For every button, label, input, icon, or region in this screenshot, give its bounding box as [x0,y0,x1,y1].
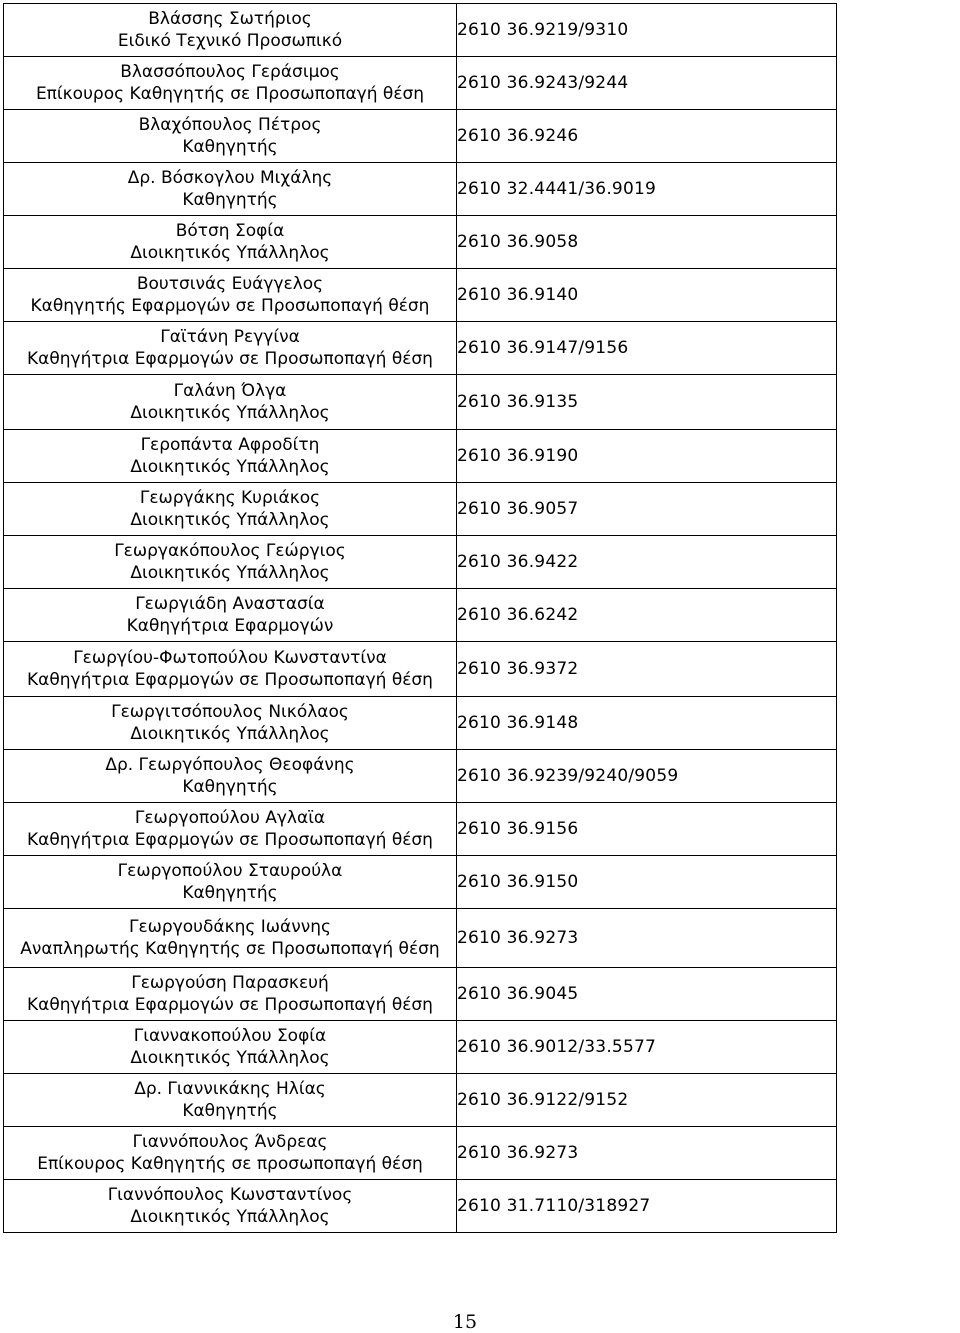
directory-body [4,4,837,1233]
staff-role: Καθηγήτρια Εφαρμογών [126,616,334,636]
staff-name: Δρ. Γεωργόπουλος Θεοφάνης [105,755,355,775]
staff-role: Διοικητικός Υπάλληλος [130,563,330,583]
name-cell [4,909,457,968]
phone-number: 2610 36.9219/9310 [457,4,837,57]
staff-role: Καθηγητής [182,1101,278,1121]
phone-number: 2610 36.9147/9156 [457,322,837,375]
name-cell [4,1074,457,1127]
phone-number: 2610 36.9057 [457,483,837,536]
name-cell [4,430,457,483]
phone-number: 2610 36.9190 [457,430,837,483]
staff-name: Βότση Σοφία [175,221,285,241]
name-cell [4,750,457,803]
phone-number: 2610 36.9140 [457,269,837,322]
table-row [4,909,837,968]
name-cell [4,642,457,697]
name-cell [4,57,457,110]
phone-number: 2610 36.9045 [457,968,837,1021]
staff-role: Διοικητικός Υπάλληλος [130,1207,330,1227]
phone-number: 2610 31.7110/318927 [457,1180,837,1233]
phone-number: 2610 36.9273 [457,909,837,968]
table-row [4,483,837,536]
staff-name: Γεωργιάδη Αναστασία [135,594,325,614]
table-row [4,642,837,697]
staff-role: Επίκουρος Καθηγητής σε προσωποπαγή θέση [37,1154,423,1174]
phone-number: 2610 36.9012/33.5577 [457,1021,837,1074]
phone-number: 2610 36.9135 [457,375,837,430]
name-cell [4,1180,457,1233]
name-cell [4,110,457,163]
staff-role: Καθηγήτρια Εφαρμογών σε Προσωποπαγή θέση [27,670,433,690]
name-cell [4,968,457,1021]
phone-number: 2610 36.9239/9240/9059 [457,750,837,803]
staff-name: Βλασσόπουλος Γεράσιμος [120,62,340,82]
staff-role: Διοικητικός Υπάλληλος [130,510,330,530]
staff-directory-table [3,3,837,1233]
staff-name: Γεωργιτσόπουλος Νικόλαος [111,702,349,722]
staff-role: Καθηγητής [182,190,278,210]
staff-role: Ειδικό Τεχνικό Προσωπικό [117,31,343,51]
name-cell [4,375,457,430]
staff-name: Γεωργακόπουλος Γεώργιος [114,541,346,561]
staff-role: Διοικητικός Υπάλληλος [130,403,330,423]
name-cell [4,589,457,642]
staff-name: Γεροπάντα Αφροδίτη [140,435,320,455]
table-row [4,589,837,642]
table-row [4,4,837,57]
phone-number: 2610 36.9372 [457,642,837,697]
phone-number: 2610 36.6242 [457,589,837,642]
table-row [4,269,837,322]
table-row [4,697,837,750]
table-row [4,375,837,430]
staff-role: Διοικητικός Υπάλληλος [130,1048,330,1068]
staff-role: Καθηγήτρια Εφαρμογών σε Προσωποπαγή θέση [27,995,433,1015]
staff-role: Καθηγητής [182,777,278,797]
phone-number: 2610 36.9243/9244 [457,57,837,110]
staff-role: Καθηγητής Εφαρμογών σε Προσωποπαγή θέση [30,296,430,316]
staff-name: Γεωργάκης Κυριάκος [139,488,321,508]
table-row [4,430,837,483]
staff-name: Γεωργίου-Φωτοπούλου Κωνσταντίνα [73,648,387,668]
phone-number: 2610 32.4441/36.9019 [457,163,837,216]
name-cell [4,4,457,57]
name-cell [4,536,457,589]
name-cell [4,697,457,750]
staff-name: Γεωργουδάκης Ιωάννης [129,917,331,937]
staff-name: Δρ. Βόσκογλου Μιχάλης [127,168,333,188]
staff-role: Καθηγήτρια Εφαρμογών σε Προσωποπαγή θέση [27,830,433,850]
staff-name: Βλαχόπουλος Πέτρος [138,115,322,135]
phone-number: 2610 36.9058 [457,216,837,269]
name-cell [4,216,457,269]
phone-number: 2610 36.9273 [457,1127,837,1180]
staff-name: Γαλάνη Όλγα [173,381,287,401]
staff-role: Αναπληρωτής Καθηγητής σε Προσωποπαγή θέση [20,939,440,959]
table-row [4,1074,837,1127]
phone-number: 2610 36.9246 [457,110,837,163]
staff-name: Βλάσσης Σωτήριος [148,9,312,29]
name-cell [4,1127,457,1180]
staff-name: Βουτσινάς Ευάγγελος [136,274,324,294]
staff-role: Διοικητικός Υπάλληλος [130,724,330,744]
table-row [4,1127,837,1180]
table-row [4,57,837,110]
staff-name: Γιαννόπουλος Κωνσταντίνος [107,1185,353,1205]
staff-role: Καθηγητής [182,137,278,157]
table-row [4,536,837,589]
name-cell [4,803,457,856]
table-row [4,968,837,1021]
staff-name: Γεωργούση Παρασκευή [131,973,329,993]
phone-number: 2610 36.9122/9152 [457,1074,837,1127]
staff-name: Γιαννόπουλος Άνδρεας [132,1132,328,1152]
page-number: 15 [452,1311,478,1333]
phone-number: 2610 36.9148 [457,697,837,750]
table-row [4,216,837,269]
staff-role: Καθηγήτρια Εφαρμογών σε Προσωποπαγή θέση [27,349,433,369]
table-row [4,1021,837,1074]
phone-number: 2610 36.9422 [457,536,837,589]
phone-number: 2610 36.9150 [457,856,837,909]
staff-role: Καθηγητής [182,883,278,903]
table-row [4,110,837,163]
table-row [4,803,837,856]
staff-name: Γαϊτάνη Ρεγγίνα [160,327,300,347]
staff-name: Δρ. Γιαννικάκης Ηλίας [134,1079,326,1099]
name-cell [4,322,457,375]
staff-name: Γιαννακοπούλου Σοφία [133,1026,327,1046]
name-cell [4,163,457,216]
table-row [4,856,837,909]
phone-number: 2610 36.9156 [457,803,837,856]
name-cell [4,1021,457,1074]
table-row [4,750,837,803]
staff-role: Διοικητικός Υπάλληλος [130,243,330,263]
table-row [4,1180,837,1233]
name-cell [4,483,457,536]
staff-name: Γεωργοπούλου Σταυρούλα [117,861,343,881]
name-cell [4,856,457,909]
staff-role: Διοικητικός Υπάλληλος [130,457,330,477]
table-row [4,163,837,216]
staff-role: Επίκουρος Καθηγητής σε Προσωποπαγή θέση [35,84,425,104]
staff-name: Γεωργοπούλου Αγλαϊα [134,808,326,828]
name-cell [4,269,457,322]
table-row [4,322,837,375]
